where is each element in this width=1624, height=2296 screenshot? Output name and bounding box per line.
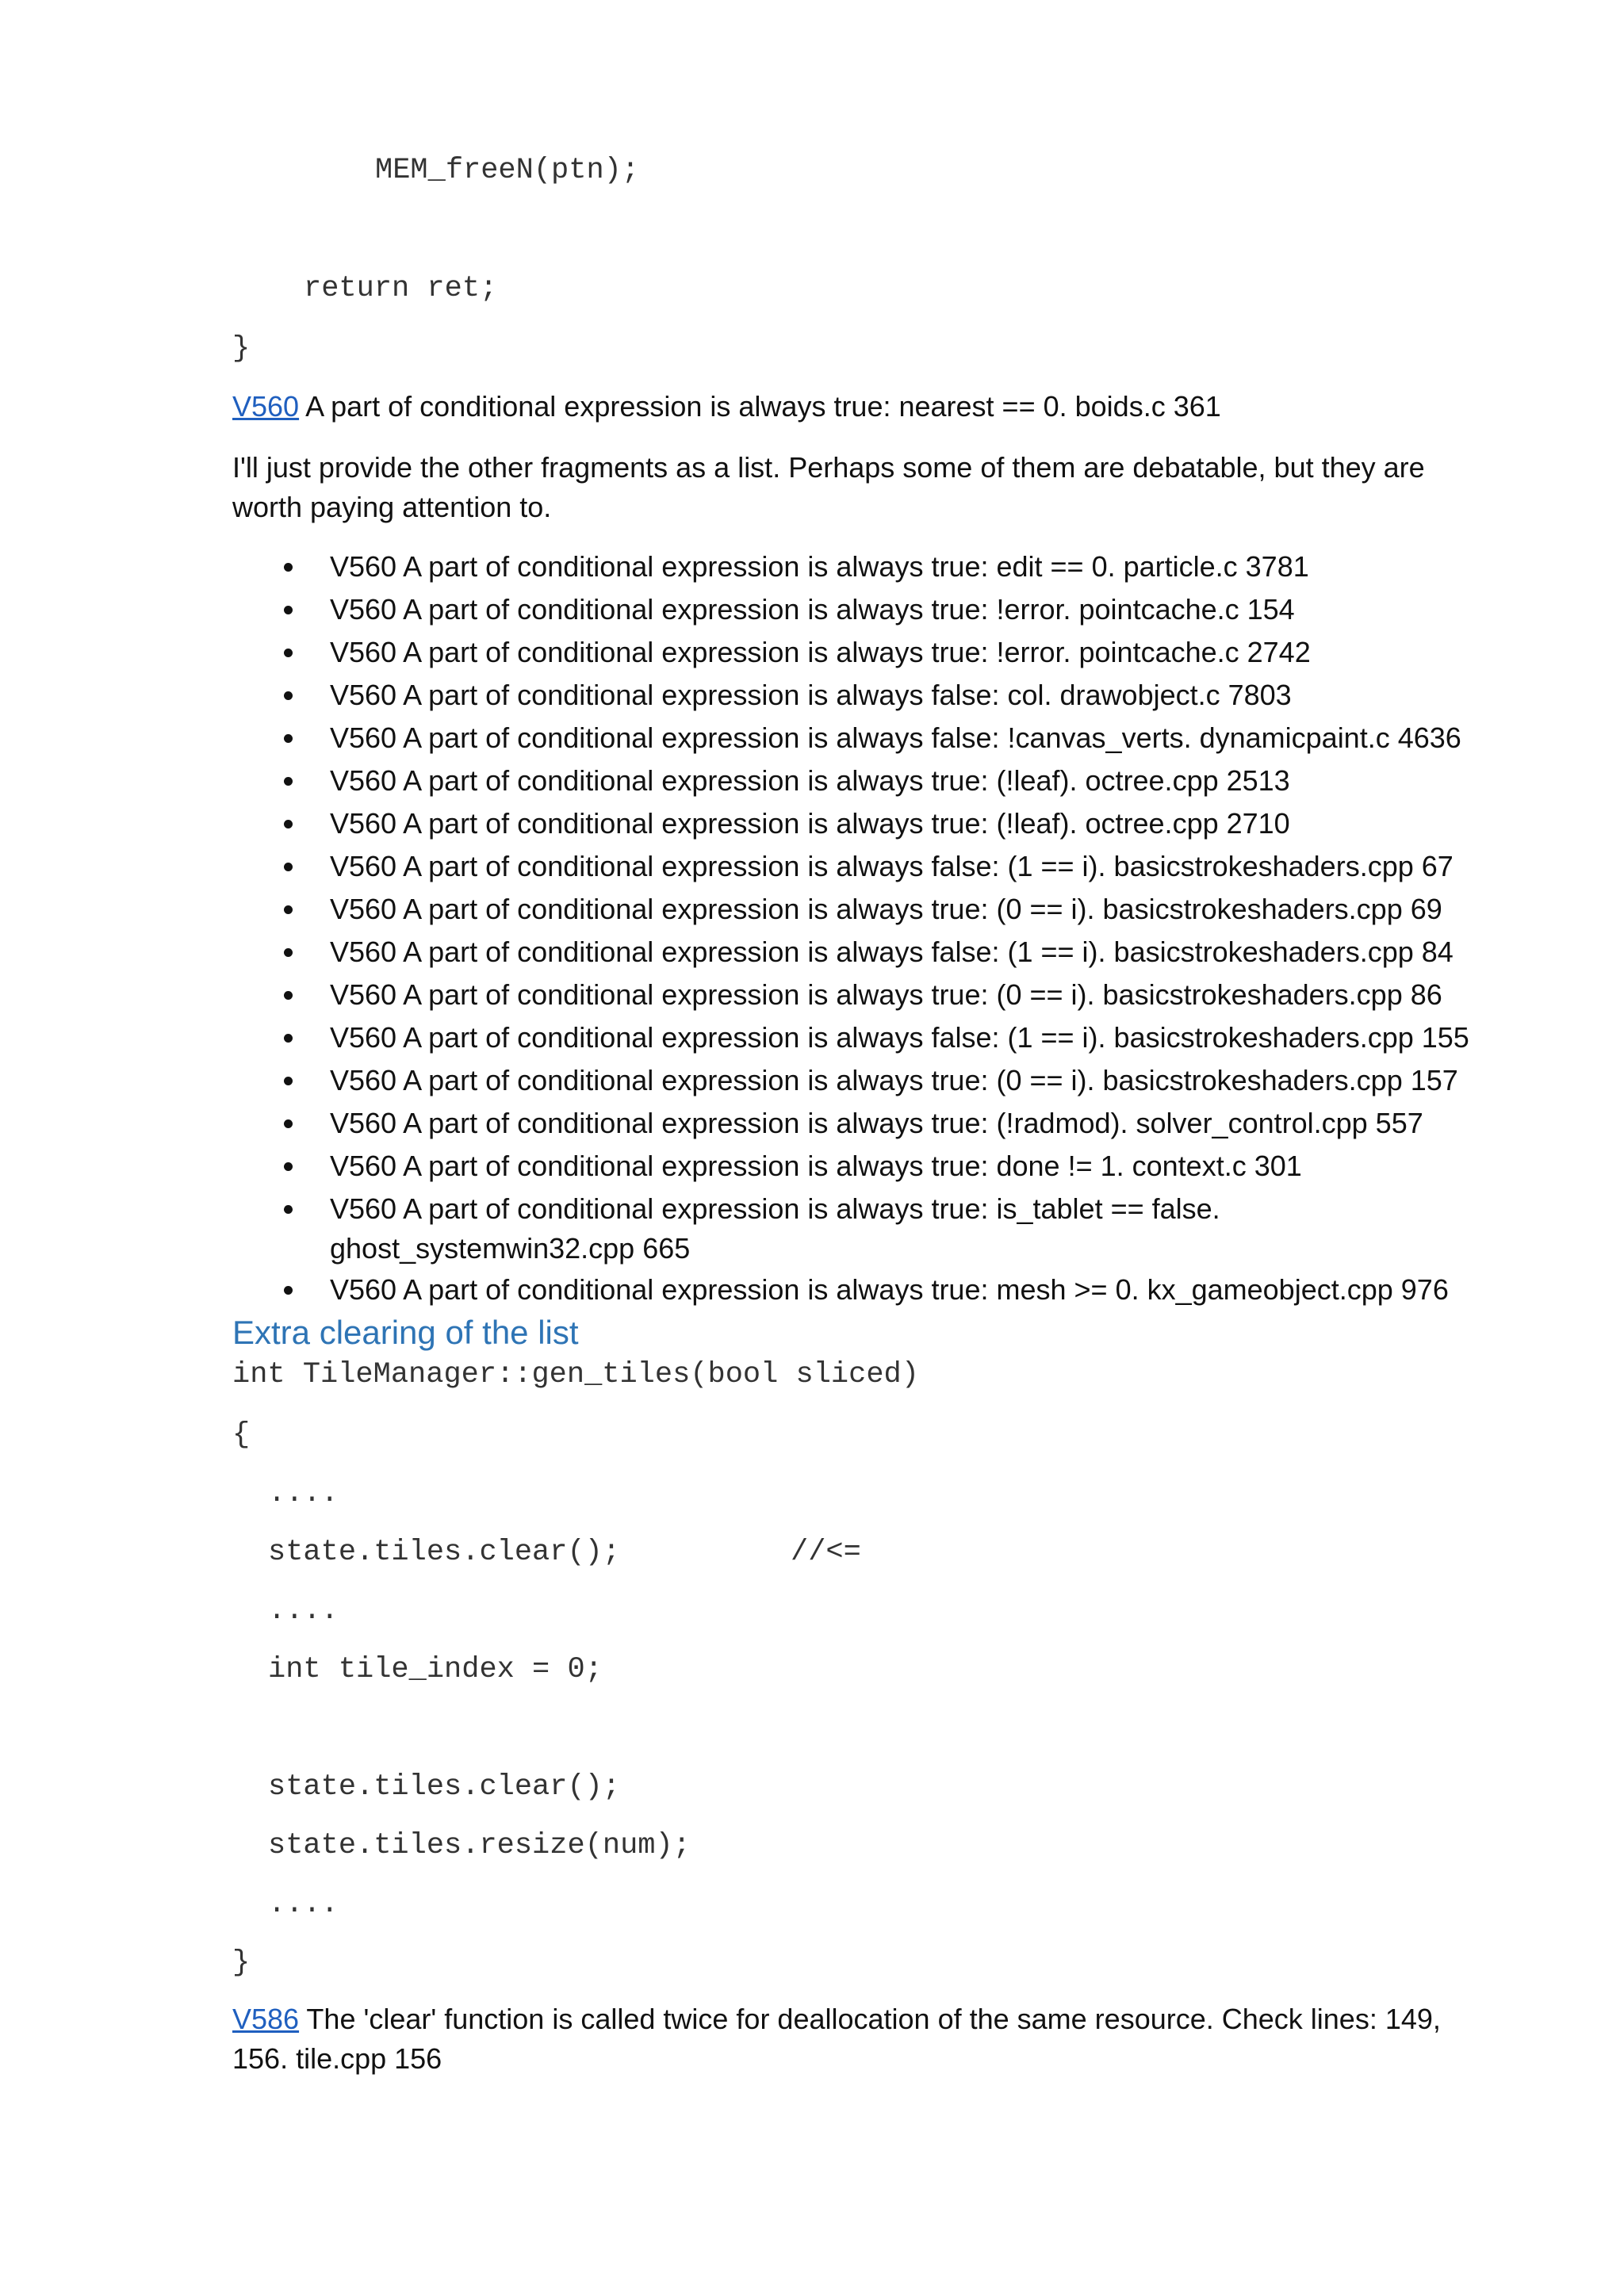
list-item-text: V560 A part of conditional expression is always false: (1 == i). basicstrokeshaders.cpp 67 xyxy=(330,850,1454,882)
bullet-dot-icon xyxy=(284,1077,293,1085)
bullet-dot-icon xyxy=(284,777,293,786)
list-item xyxy=(0,761,1503,802)
list-item xyxy=(0,975,1503,1016)
intro-paragraph: I'll just provide the other fragments as a list. Perhaps some of them are debatable, but they are worth paying attention to. xyxy=(232,451,1425,523)
bullet-dot-icon xyxy=(284,820,293,828)
list-item xyxy=(0,675,1503,717)
list-item xyxy=(0,633,1503,674)
bullet-dot-icon xyxy=(284,863,293,871)
v586-link[interactable]: V586 xyxy=(232,2003,300,2035)
code-line-ellipsis-1: .... xyxy=(268,1477,339,1510)
code-line-signature: int TileManager::gen_tiles(bool sliced) xyxy=(232,1358,919,1391)
list-item-text: V560 A part of conditional expression is always false: (1 == i). basicstrokeshaders.cpp 155 xyxy=(330,1021,1469,1054)
code-line-close-brace-2: } xyxy=(232,1946,251,1980)
code-line-free: MEM_freeN(ptn); xyxy=(375,154,640,187)
diagnostics-list xyxy=(0,547,1624,1313)
bullet-dot-icon xyxy=(284,1286,293,1295)
bullet-dot-icon xyxy=(284,1119,293,1128)
list-item xyxy=(0,1270,1503,1311)
list-item xyxy=(0,847,1503,888)
list-item-text: V560 A part of conditional expression is always true: (0 == i). basicstrokeshaders.cpp 86 xyxy=(330,978,1442,1011)
diagnostic-text: A part of conditional expression is always true: nearest == 0. boids.c 361 xyxy=(299,390,1221,423)
list-item-text: V560 A part of conditional expression is always true: (!leaf). octree.cpp 2513 xyxy=(330,764,1290,797)
code-line-tile-index: int tile_index = 0; xyxy=(268,1653,603,1686)
list-item-text: V560 A part of conditional expression is always false: col. drawobject.c 7803 xyxy=(330,679,1292,711)
list-item xyxy=(0,1061,1503,1102)
code-line-open-brace: { xyxy=(232,1418,251,1452)
list-item-text: V560 A part of conditional expression is always true: edit == 0. particle.c 3781 xyxy=(330,550,1309,583)
bullet-dot-icon xyxy=(284,563,293,572)
bullet-dot-icon xyxy=(284,691,293,700)
list-item xyxy=(0,1146,1503,1188)
code-line-return: return ret; xyxy=(304,272,498,305)
bullet-dot-icon xyxy=(284,606,293,614)
list-item-text: V560 A part of conditional expression is always true: (0 == i). basicstrokeshaders.cpp 69 xyxy=(330,893,1442,925)
list-item xyxy=(0,1104,1503,1145)
list-item xyxy=(0,547,1503,588)
list-item-text: V560 A part of conditional expression is always true: done != 1. context.c 301 xyxy=(330,1150,1302,1182)
bullet-dot-icon xyxy=(284,1162,293,1171)
list-item xyxy=(0,718,1503,760)
v560-link[interactable]: V560 xyxy=(232,390,300,423)
code-comment-arrow: //<= xyxy=(791,1536,861,1569)
diagnostic-text: The 'clear' function is called twice for deallocation of the same resource. Check lines: 149, 156. tile.cpp 156 xyxy=(232,2003,1441,2075)
list-item xyxy=(0,1018,1503,1059)
bullet-dot-icon xyxy=(284,649,293,657)
code-line-close-brace: } xyxy=(232,332,251,365)
diagnostic-v560-boids xyxy=(232,387,1501,427)
diagnostic-v586-tile xyxy=(232,1999,1501,2079)
code-line-ellipsis-2: .... xyxy=(268,1594,339,1628)
list-item-text: V560 A part of conditional expression is always true: !error. pointcache.c 2742 xyxy=(330,636,1311,668)
bullet-dot-icon xyxy=(284,1034,293,1043)
code-line-resize: state.tiles.resize(num); xyxy=(268,1829,691,1862)
list-item xyxy=(0,804,1503,845)
code-line-ellipsis-3: .... xyxy=(268,1888,339,1921)
list-item-text: V560 A part of conditional expression is always false: !canvas_verts. dynamicpaint.c 4636 xyxy=(330,721,1461,754)
list-item-text: V560 A part of conditional expression is always true: (0 == i). basicstrokeshaders.cpp 157 xyxy=(330,1064,1458,1096)
list-item-text: V560 A part of conditional expression is always true: !error. pointcache.c 154 xyxy=(330,593,1295,626)
list-item xyxy=(0,590,1503,631)
list-item-text: V560 A part of conditional expression is always true: (!leaf). octree.cpp 2710 xyxy=(330,807,1290,840)
bullet-dot-icon xyxy=(284,905,293,914)
list-item xyxy=(0,890,1503,931)
bullet-dot-icon xyxy=(284,948,293,957)
list-item-text: V560 A part of conditional expression is always true: mesh >= 0. kx_gameobject.cpp 976 xyxy=(330,1273,1449,1306)
code-line-clear-1: state.tiles.clear(); xyxy=(268,1536,621,1569)
code-line-clear-2: state.tiles.clear(); xyxy=(268,1770,621,1804)
list-item xyxy=(0,1189,1503,1269)
list-item-text: V560 A part of conditional expression is always false: (1 == i). basicstrokeshaders.cpp 84 xyxy=(330,936,1454,968)
bullet-dot-icon xyxy=(284,1205,293,1214)
list-item-text: V560 A part of conditional expression is always true: is_tablet == false. ghost_systemwin32.cpp 665 xyxy=(330,1192,1220,1265)
list-item-text: V560 A part of conditional expression is always true: (!radmod). solver_control.cpp 557 xyxy=(330,1107,1423,1139)
bullet-dot-icon xyxy=(284,734,293,743)
bullet-dot-icon xyxy=(284,991,293,1000)
section-heading: Extra clearing of the list xyxy=(232,1314,579,1351)
list-item xyxy=(0,932,1503,974)
